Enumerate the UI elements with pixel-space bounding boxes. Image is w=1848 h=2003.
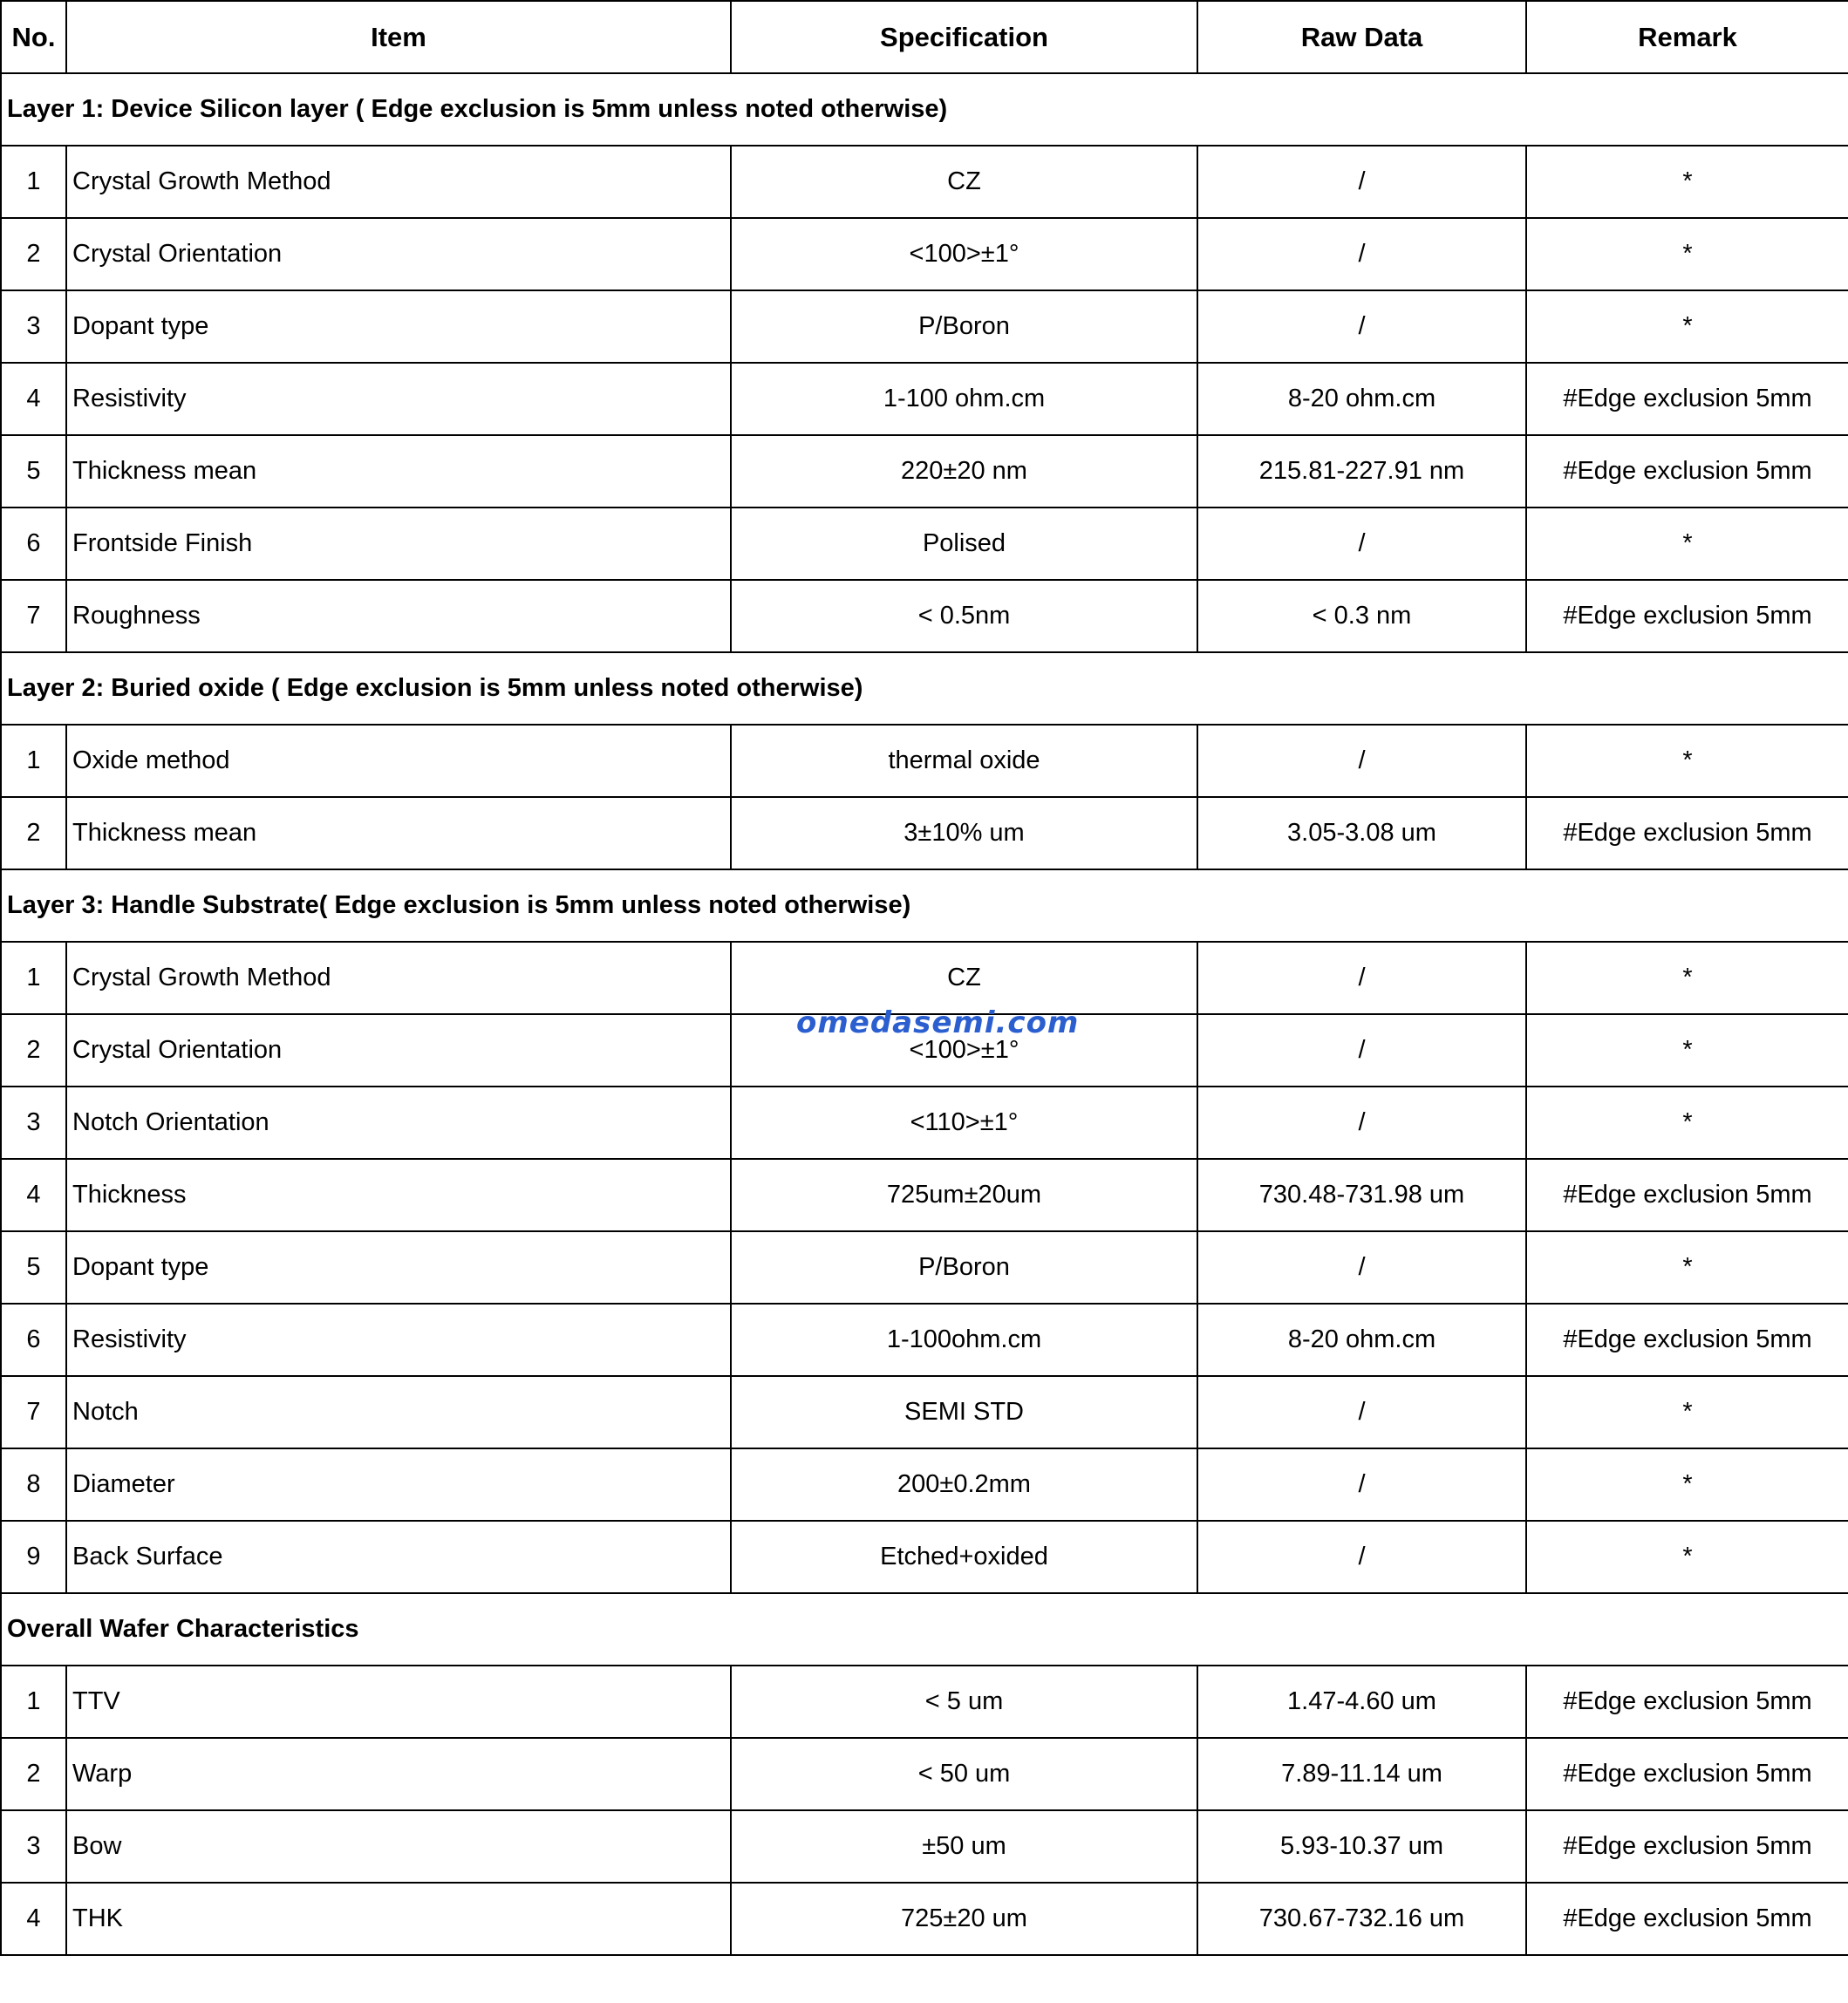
cell-no: 1 [1, 942, 66, 1014]
table-body [1, 73, 1848, 1955]
cell-remark: * [1526, 1448, 1848, 1521]
cell-raw-data: 3.05-3.08 um [1197, 797, 1526, 869]
table-row [1, 797, 1848, 869]
table-row [1, 218, 1848, 290]
cell-raw-data: 7.89-11.14 um [1197, 1738, 1526, 1810]
cell-item: Thickness mean [66, 435, 731, 508]
cell-raw-data: / [1197, 290, 1526, 363]
cell-item: Resistivity [66, 363, 731, 435]
cell-item: Notch Orientation [66, 1087, 731, 1159]
cell-no: 1 [1, 725, 66, 797]
cell-no: 3 [1, 1087, 66, 1159]
cell-specification: ±50 um [731, 1810, 1197, 1883]
section-title: Layer 2: Buried oxide ( Edge exclusion is 5mm unless noted otherwise) [1, 652, 1848, 725]
cell-specification: 200±0.2mm [731, 1448, 1197, 1521]
cell-item: Diameter [66, 1448, 731, 1521]
table-row [1, 146, 1848, 218]
cell-no: 6 [1, 508, 66, 580]
cell-item: Bow [66, 1810, 731, 1883]
cell-raw-data: / [1197, 1448, 1526, 1521]
cell-item: Thickness mean [66, 797, 731, 869]
cell-remark: #Edge exclusion 5mm [1526, 1738, 1848, 1810]
cell-specification: P/Boron [731, 290, 1197, 363]
cell-specification: 725±20 um [731, 1883, 1197, 1955]
cell-item: Back Surface [66, 1521, 731, 1593]
cell-item: Roughness [66, 580, 731, 652]
cell-item: Dopant type [66, 290, 731, 363]
cell-item: Oxide method [66, 725, 731, 797]
cell-remark: #Edge exclusion 5mm [1526, 1883, 1848, 1955]
cell-raw-data: 730.48-731.98 um [1197, 1159, 1526, 1231]
cell-no: 2 [1, 1014, 66, 1087]
cell-specification: < 0.5nm [731, 580, 1197, 652]
cell-raw-data: / [1197, 942, 1526, 1014]
cell-no: 2 [1, 1738, 66, 1810]
header-specification: Specification [731, 1, 1197, 73]
cell-raw-data: / [1197, 725, 1526, 797]
cell-no: 5 [1, 1231, 66, 1304]
cell-specification: 220±20 nm [731, 435, 1197, 508]
section-title: Overall Wafer Characteristics [1, 1593, 1848, 1666]
header-remark: Remark [1526, 1, 1848, 73]
table-row [1, 363, 1848, 435]
cell-remark: * [1526, 290, 1848, 363]
cell-no: 1 [1, 146, 66, 218]
cell-item: Crystal Growth Method [66, 942, 731, 1014]
cell-remark: #Edge exclusion 5mm [1526, 580, 1848, 652]
cell-remark: * [1526, 1231, 1848, 1304]
cell-specification: 3±10% um [731, 797, 1197, 869]
cell-item: Frontside Finish [66, 508, 731, 580]
table-row [1, 1014, 1848, 1087]
cell-no: 8 [1, 1448, 66, 1521]
cell-remark: * [1526, 508, 1848, 580]
cell-remark: * [1526, 1376, 1848, 1448]
cell-raw-data: / [1197, 146, 1526, 218]
cell-raw-data: / [1197, 508, 1526, 580]
cell-remark: * [1526, 725, 1848, 797]
cell-specification: CZ [731, 942, 1197, 1014]
cell-specification: 725um±20um [731, 1159, 1197, 1231]
cell-item: THK [66, 1883, 731, 1955]
cell-specification: Polised [731, 508, 1197, 580]
watermark-text: omedasemi.com [796, 1005, 1080, 1040]
cell-specification: <100>±1° [731, 1014, 1197, 1087]
section-row [1, 869, 1848, 942]
cell-raw-data: < 0.3 nm [1197, 580, 1526, 652]
cell-remark: * [1526, 146, 1848, 218]
cell-no: 7 [1, 580, 66, 652]
cell-remark: #Edge exclusion 5mm [1526, 1304, 1848, 1376]
cell-raw-data: 8-20 ohm.cm [1197, 363, 1526, 435]
table-row [1, 1738, 1848, 1810]
cell-raw-data: / [1197, 1014, 1526, 1087]
table-row [1, 508, 1848, 580]
cell-specification: 1-100 ohm.cm [731, 363, 1197, 435]
cell-raw-data: 730.67-732.16 um [1197, 1883, 1526, 1955]
cell-no: 6 [1, 1304, 66, 1376]
table-row [1, 725, 1848, 797]
cell-no: 4 [1, 1159, 66, 1231]
cell-specification: < 50 um [731, 1738, 1197, 1810]
cell-raw-data: 215.81-227.91 nm [1197, 435, 1526, 508]
cell-item: Crystal Orientation [66, 1014, 731, 1087]
section-title: Layer 3: Handle Substrate( Edge exclusion is 5mm unless noted otherwise) [1, 869, 1848, 942]
cell-specification: thermal oxide [731, 725, 1197, 797]
header-item: Item [66, 1, 731, 73]
table-row [1, 1231, 1848, 1304]
section-row [1, 73, 1848, 146]
cell-remark: #Edge exclusion 5mm [1526, 1666, 1848, 1738]
cell-no: 3 [1, 290, 66, 363]
table-row [1, 1448, 1848, 1521]
table-row [1, 580, 1848, 652]
table-row [1, 1883, 1848, 1955]
cell-specification: <100>±1° [731, 218, 1197, 290]
cell-specification: Etched+oxided [731, 1521, 1197, 1593]
cell-remark: #Edge exclusion 5mm [1526, 1159, 1848, 1231]
cell-remark: #Edge exclusion 5mm [1526, 1810, 1848, 1883]
cell-no: 7 [1, 1376, 66, 1448]
cell-raw-data: / [1197, 1087, 1526, 1159]
cell-raw-data: / [1197, 1231, 1526, 1304]
cell-no: 3 [1, 1810, 66, 1883]
section-title: Layer 1: Device Silicon layer ( Edge exclusion is 5mm unless noted otherwise) [1, 73, 1848, 146]
table-row [1, 1304, 1848, 1376]
table-row [1, 942, 1848, 1014]
cell-no: 2 [1, 218, 66, 290]
table-row [1, 1159, 1848, 1231]
table-row [1, 1376, 1848, 1448]
cell-item: Dopant type [66, 1231, 731, 1304]
cell-item: Warp [66, 1738, 731, 1810]
table-row [1, 435, 1848, 508]
cell-specification: <110>±1° [731, 1087, 1197, 1159]
cell-raw-data: / [1197, 1521, 1526, 1593]
cell-no: 4 [1, 363, 66, 435]
header-row [1, 1, 1848, 73]
cell-remark: * [1526, 942, 1848, 1014]
table-row [1, 290, 1848, 363]
header-no: No. [1, 1, 66, 73]
cell-no: 2 [1, 797, 66, 869]
cell-item: Crystal Orientation [66, 218, 731, 290]
cell-item: Resistivity [66, 1304, 731, 1376]
cell-no: 4 [1, 1883, 66, 1955]
cell-remark: #Edge exclusion 5mm [1526, 363, 1848, 435]
cell-raw-data: / [1197, 218, 1526, 290]
cell-specification: 1-100ohm.cm [731, 1304, 1197, 1376]
cell-raw-data: 8-20 ohm.cm [1197, 1304, 1526, 1376]
table-row [1, 1521, 1848, 1593]
cell-item: Notch [66, 1376, 731, 1448]
cell-specification: P/Boron [731, 1231, 1197, 1304]
cell-remark: * [1526, 1014, 1848, 1087]
cell-remark: * [1526, 1087, 1848, 1159]
cell-item: TTV [66, 1666, 731, 1738]
cell-no: 1 [1, 1666, 66, 1738]
section-row [1, 652, 1848, 725]
table-row [1, 1810, 1848, 1883]
cell-raw-data: 5.93-10.37 um [1197, 1810, 1526, 1883]
cell-item: Thickness [66, 1159, 731, 1231]
cell-specification: < 5 um [731, 1666, 1197, 1738]
section-row [1, 1593, 1848, 1666]
cell-remark: #Edge exclusion 5mm [1526, 435, 1848, 508]
cell-remark: * [1526, 1521, 1848, 1593]
cell-remark: #Edge exclusion 5mm [1526, 797, 1848, 869]
cell-specification: CZ [731, 146, 1197, 218]
cell-item: Crystal Growth Method [66, 146, 731, 218]
cell-raw-data: / [1197, 1376, 1526, 1448]
header-raw-data: Raw Data [1197, 1, 1526, 73]
table-row [1, 1666, 1848, 1738]
cell-remark: * [1526, 218, 1848, 290]
cell-raw-data: 1.47-4.60 um [1197, 1666, 1526, 1738]
table-row [1, 1087, 1848, 1159]
cell-no: 5 [1, 435, 66, 508]
cell-no: 9 [1, 1521, 66, 1593]
cell-specification: SEMI STD [731, 1376, 1197, 1448]
